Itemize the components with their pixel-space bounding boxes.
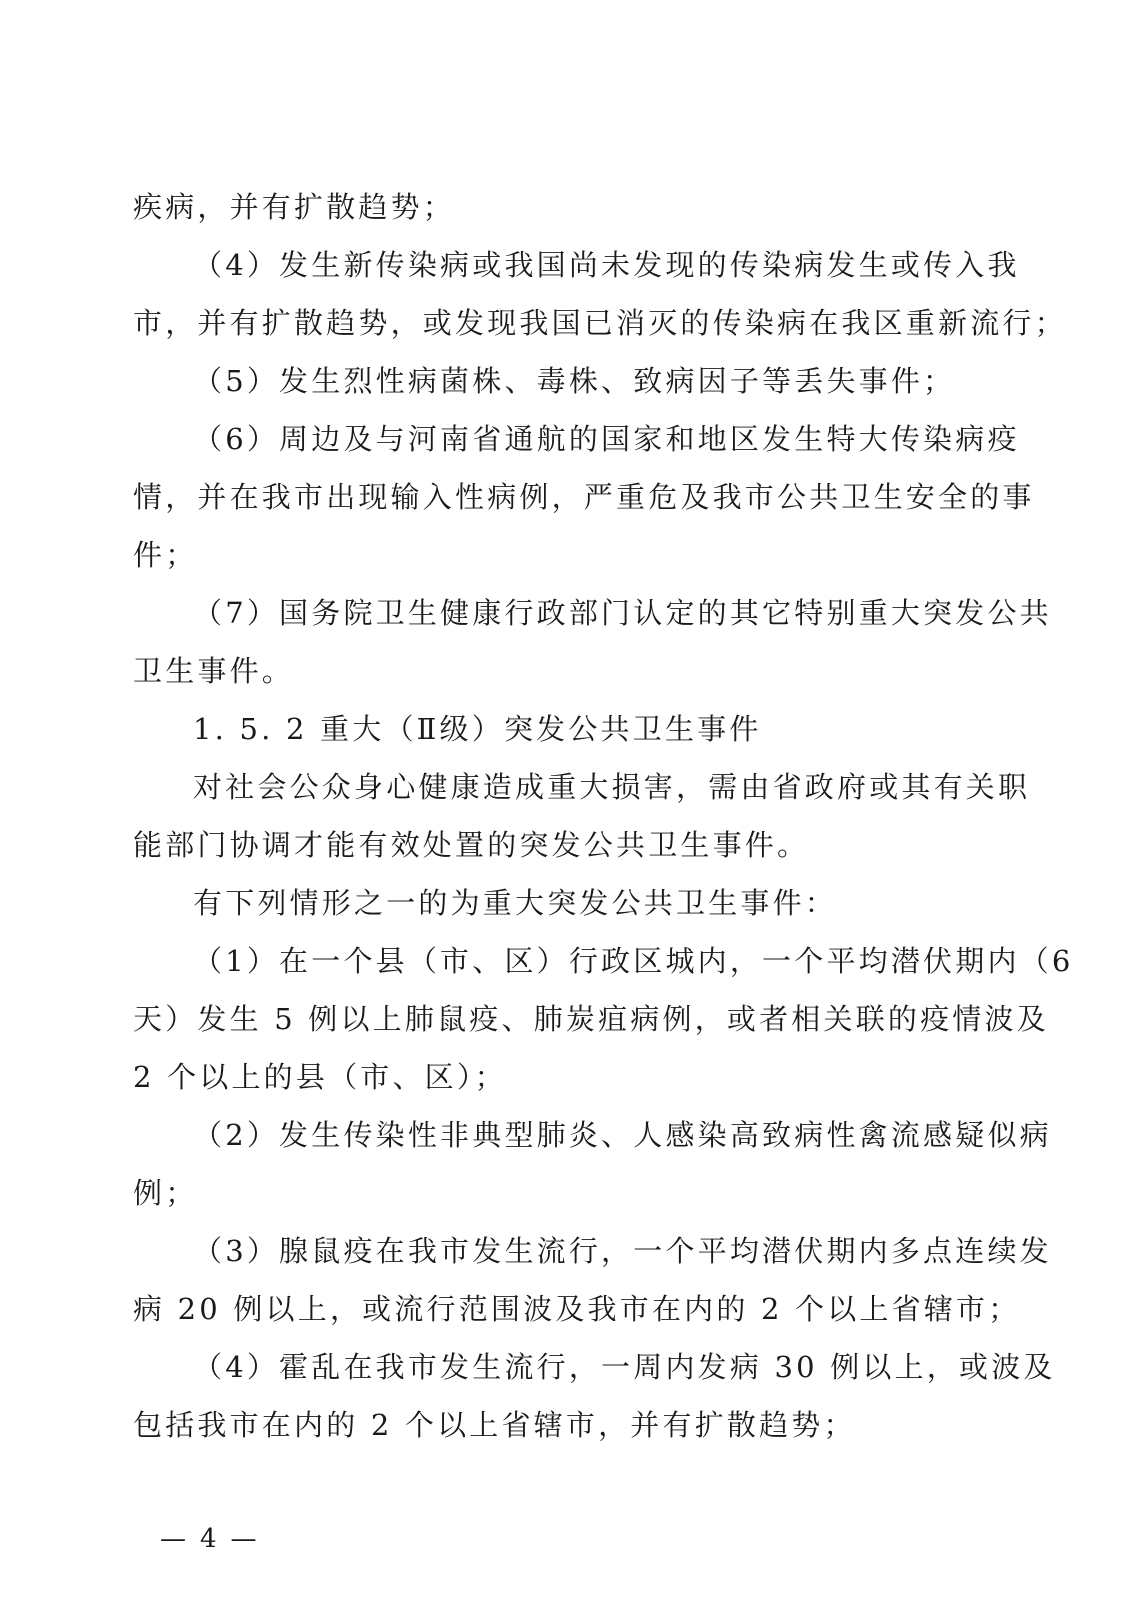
document-body — [133, 178, 1074, 1454]
paragraph-line-11: 对社会公众身心健康造成重大损害，需由省政府或其有关职 — [193, 770, 1031, 804]
paragraph-line-22: 包括我市在内的 2 个以上省辖市，并有扩散趋势； — [133, 1408, 856, 1442]
paragraph-line-14: （1）在一个县（市、区）行政区城内，一个平均潜伏期内（6 — [193, 944, 1074, 978]
paragraph-line-18: 例； — [133, 1176, 198, 1210]
page-footer — [160, 1522, 257, 1556]
paragraph-line-15: 天）发生 5 例以上肺鼠疫、肺炭疽病例，或者相关联的疫情波及 — [133, 1002, 1049, 1036]
paragraph-line-17: （2）发生传染性非典型肺炎、人感染高致病性禽流感疑似病 — [193, 1118, 1052, 1152]
paragraph-line-2: （4）发生新传染病或我国尚未发现的传染病发生或传入我 — [193, 248, 1020, 282]
paragraph-line-21: （4）霍乱在我市发生流行，一周内发病 30 例以上，或波及 — [193, 1350, 1056, 1384]
paragraph-line-19: （3）腺鼠疫在我市发生流行，一个平均潜伏期内多点连续发 — [193, 1234, 1052, 1268]
footer-dash-left: — — [160, 1524, 186, 1554]
section-heading: 1. 5. 2 重大（Ⅱ级）突发公共卫生事件 — [193, 712, 762, 746]
paragraph-line-7: 件； — [133, 538, 198, 572]
paragraph-line-8: （7）国务院卫生健康行政部门认定的其它特别重大突发公共 — [193, 596, 1052, 630]
paragraph-line-1: 疾病，并有扩散趋势； — [133, 190, 456, 224]
paragraph-line-9: 卫生事件。 — [133, 654, 295, 688]
paragraph-line-20: 病 20 例以上，或流行范围波及我市在内的 2 个以上省辖市； — [133, 1292, 1021, 1326]
paragraph-line-16: 2 个以上的县（市、区）； — [133, 1060, 507, 1094]
footer-dash-right: — — [230, 1524, 257, 1554]
paragraph-line-6: 情，并在我市出现输入性病例，严重危及我市公共卫生安全的事 — [133, 480, 1035, 514]
paragraph-line-4: （5）发生烈性病菌株、毒株、致病因子等丢失事件； — [193, 364, 956, 398]
page-number: 4 — [200, 1524, 217, 1554]
paragraph-line-3: 市，并有扩散趋势，或发现我国已消灭的传染病在我区重新流行； — [133, 306, 1067, 340]
paragraph-line-13: 有下列情形之一的为重大突发公共卫生事件： — [193, 886, 838, 920]
paragraph-line-12: 能部门协调才能有效处置的突发公共卫生事件。 — [133, 828, 810, 862]
paragraph-line-5: （6）周边及与河南省通航的国家和地区发生特大传染病疫 — [193, 422, 1020, 456]
